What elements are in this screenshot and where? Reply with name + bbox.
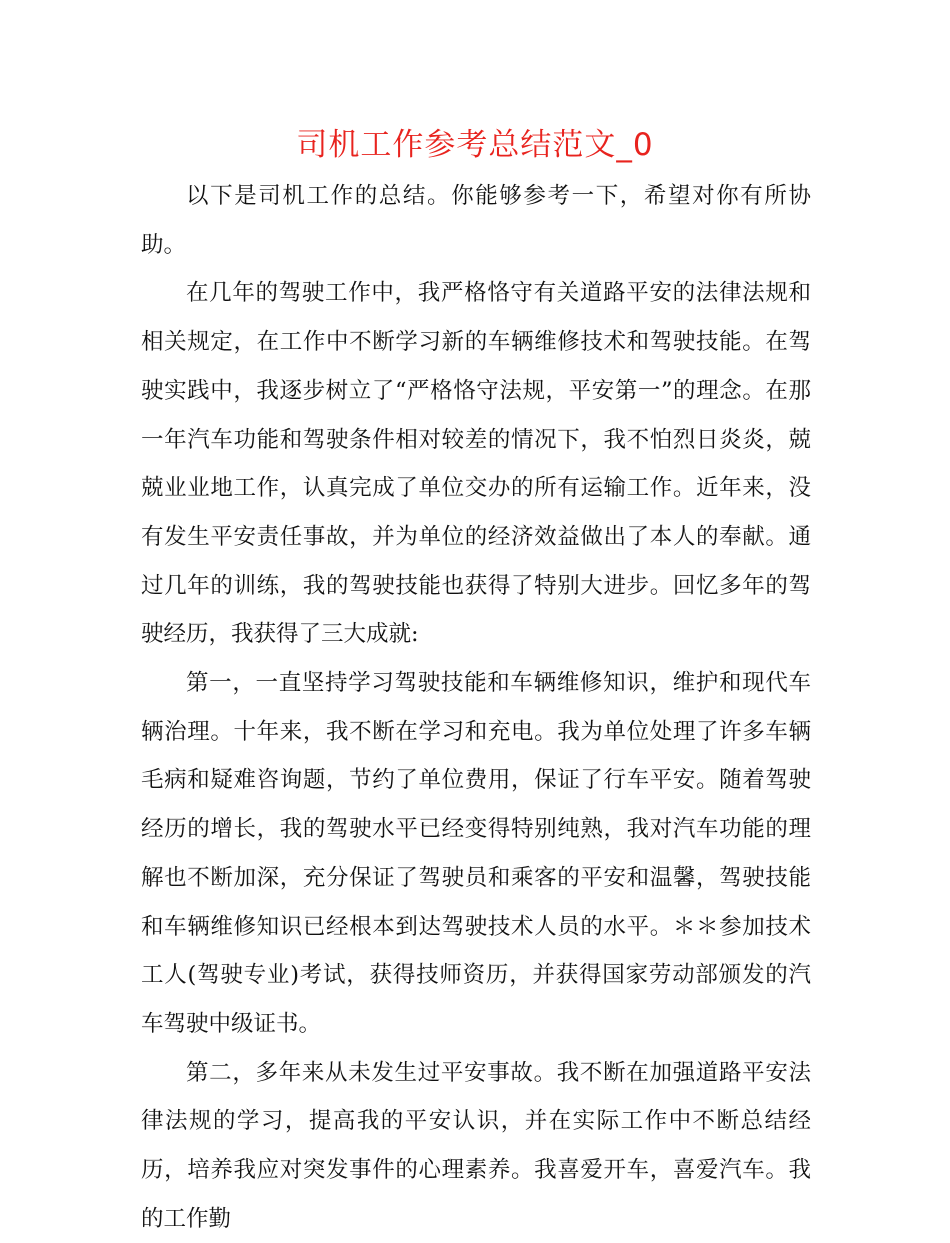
paragraph-intro: 以下是司机工作的总结。你能够参考一下，希望对你有所协助。	[141, 183, 811, 258]
paragraph-first-achievement: 第一，一直坚持学习驾驶技能和车辆维修知识，维护和现代车辆治理。十年来，我不断在学习和充电。我为单位处理了许多车辆毛病和疑难咨询题，节约了单位费用，保证了行车平安。随着驾驶经历的增长，我的驾驶水平已经变得特别纯熟，我对汽车功能的理解也不断加深，充分保证了驾驶员和乘客的平安和温馨，驾驶技能和车辆维修知识已经根本到达驾驶技术人员的水平。＊＊参加技术工人(驾驶专业)考试，获得技师资历，并获得国家劳动部颁发的汽车驾驶中级证书。	[141, 670, 811, 1037]
paragraph-second-achievement: 第二，多年来从未发生过平安事故。我不断在加强道路平安法律法规的学习，提高我的平安认识，并在实际工作中不断总结经历，培养我应对突发事件的心理素养。我喜爱开车，喜爱汽车。我的工作勤	[141, 1059, 811, 1232]
document-title: 司机工作参考总结范文_0	[296, 127, 654, 163]
document-body	[141, 172, 811, 1243]
paragraph-overview: 在几年的驾驶工作中，我严格恪守有关道路平安的法律法规和相关规定，在工作中不断学习新的车辆维修技术和驾驶技能。在驾驶实践中，我逐步树立了“严格恪守法规，平安第一”的理念。在那一年汽车功能和驾驶条件相对较差的情况下，我不怕烈日炎炎，兢兢业业地工作，认真完成了单位交办的所有运输工作。近年来，没有发生平安责任事故，并为单位的经济效益做出了本人的奉献。通过几年的训练，我的驾驶技能也获得了特别大进步。回忆多年的驾驶经历，我获得了三大成就:	[141, 280, 811, 648]
